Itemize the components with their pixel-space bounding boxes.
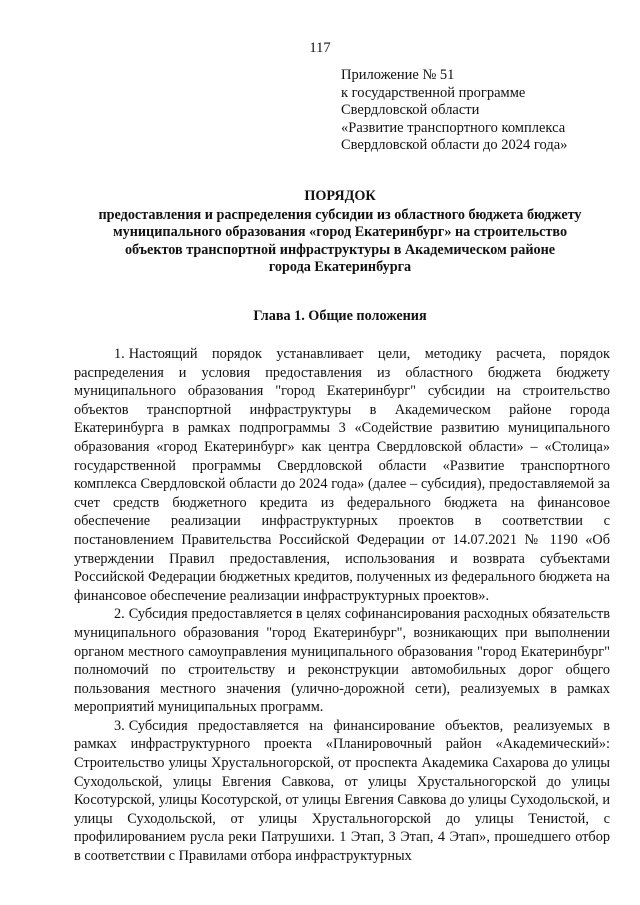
paragraph-number: 1. bbox=[114, 346, 125, 362]
title-line: города Екатеринбурга bbox=[268, 259, 412, 275]
paragraph-1 bbox=[74, 345, 610, 605]
paragraph-number: 2. bbox=[114, 606, 125, 623]
appendix-line: «Развитие транспортного комплекса bbox=[341, 119, 566, 136]
title-line: предоставления и распределения субсидии из областного бюджета бюджету bbox=[98, 206, 582, 223]
paragraph-number: 3. bbox=[114, 717, 125, 734]
title-main: ПОРЯДОК bbox=[304, 188, 376, 204]
appendix-line: Свердловской области до 2024 года» bbox=[341, 137, 568, 153]
appendix-block bbox=[341, 67, 631, 155]
page-number: 117 bbox=[309, 40, 331, 56]
document-title bbox=[60, 188, 620, 277]
title-line: муниципального образования «город Екатеринбург» на строительство bbox=[112, 224, 568, 240]
document-body bbox=[74, 345, 610, 866]
paragraph-text: Субсидия предоставляется на финансирование объектов, реализуемых в рамках инфраструктурного проекта «Планировочный район «Академический»: Строительство улицы Хрустальногорской, от проспекта Академика Сахарова до улицы Суходольской, улицы Евгения Савкова, от улицы Хрустальногорской до улицы Косотурской, улицы Косотурской, от улицы Евгения Савкова до улицы Суходольской, и улицы Суходольской, от улицы Хрустальногорской до улицы Тенистой, с профилированием русла реки Патрушихи. 1 Этап, 3 Этап, 4 Этап», прошедшего отбор в соответствии с Правилами отбора инфраструктурных bbox=[74, 717, 610, 865]
paragraph-text: Настоящий порядок устанавливает цели, методику расчета, порядок распределения и условия предоставления из областного бюджета бюджету муниципального образования "город Екатеринбург" субсидии на строительство объектов транспортной инфраструктуры в Академическом районе города Екатеринбурга в рамках подпрограммы 3 «Содействие развитию муниципального образования «город Екатеринбург» как центра Свердловской области» – «Столица» государственной программы Свердловской области «Развитие транспортного комплекса Свердловской области до 2024 года» (далее – субсидия), предоставляемой за счет средств бюджетного кредита из федерального бюджета на финансовое обеспечение реализации инфраструктурных проектов в соответствии с постановлением Правительства Российской Федерации от 14.07.2021 № 1190 «Об утверждении Правил предоставления, использования и возврата субъектами Российской Федерации бюджетных кредитов, полученных из федерального бюджета на финансовое обеспечение реализации инфраструктурных проектов». bbox=[74, 346, 610, 604]
paragraph-text: Субсидия предоставляется в целях софинансирования расходных обязательств муниципального образования "город Екатеринбург", возникающих при выполнении органом местного самоуправления муниципального образования "город Екатеринбург" полномочий по строительству и реконструкции автомобильных дорог общего пользования местного значения (улично-дорожной сети), реализуемых в рамках мероприятий муниципальных программ. bbox=[74, 606, 610, 716]
appendix-line: Приложение № 51 bbox=[341, 67, 455, 83]
chapter-heading: Глава 1. Общие положения bbox=[253, 308, 427, 324]
appendix-line: Свердловской области bbox=[341, 102, 480, 118]
title-line: объектов транспортной инфраструктуры в Академическом районе bbox=[124, 241, 556, 258]
paragraph-3 bbox=[74, 717, 610, 866]
paragraph-2 bbox=[74, 605, 610, 717]
appendix-line: к государственной программе bbox=[341, 84, 526, 101]
